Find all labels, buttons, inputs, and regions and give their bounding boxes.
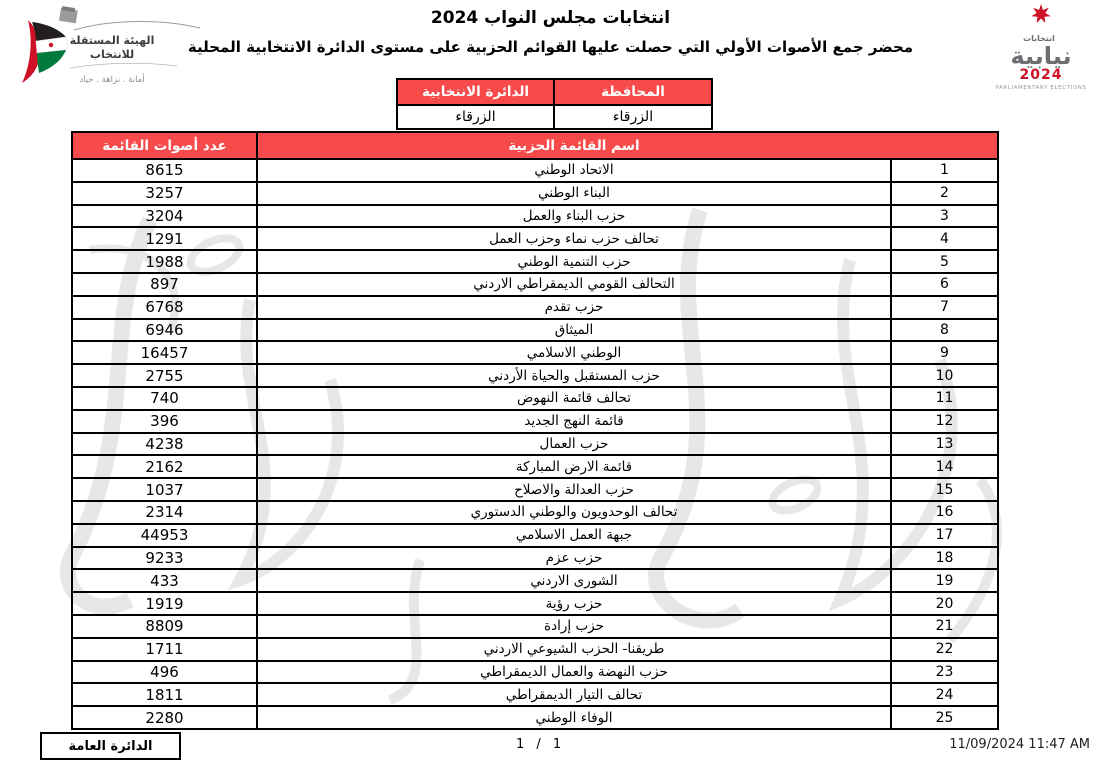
party-list-name: قائمة النهج الجديد [257,410,891,433]
vote-count: 2755 [72,364,257,387]
row-number: 3 [891,205,998,228]
party-list-name: حزب إرادة [257,615,891,638]
table-row [72,387,998,410]
table-row [72,478,998,501]
table-row [72,296,998,319]
table-row [72,638,998,661]
row-number: 19 [891,569,998,592]
ballot-box-icon [59,6,78,23]
party-list-name: حزب تقدم [257,296,891,319]
vote-count: 1291 [72,227,257,250]
table-row [72,319,998,342]
vote-count: 740 [72,387,257,410]
table-row [72,501,998,524]
results-tbody [72,159,998,729]
table-row [72,706,998,729]
logo-small-word: انتخابات [1023,34,1055,43]
vote-count: 6946 [72,319,257,342]
row-number: 8 [891,319,998,342]
elections-2024-logo [991,2,1091,94]
vote-count: 16457 [72,341,257,364]
table-row [72,569,998,592]
logo-caption: PARLIAMENTARY ELECTIONS [995,85,1087,91]
party-list-name: تحالف حزب نماء وحزب العمل [257,227,891,250]
governorate-header: المحافظة [554,79,712,105]
party-list-name: التحالف القومي الديمقراطي الاردني [257,273,891,296]
party-list-name: قائمة الارض المباركة [257,455,891,478]
vote-count: 3257 [72,182,257,205]
row-number: 2 [891,182,998,205]
vote-count: 8615 [72,159,257,182]
vote-count: 44953 [72,524,257,547]
table-row [72,182,998,205]
row-number: 10 [891,364,998,387]
party-list-name: حزب رؤية [257,592,891,615]
row-number: 13 [891,433,998,456]
table-row [72,547,998,570]
print-timestamp: 11/09/2024 11:47 AM [949,737,1090,752]
table-row [72,205,998,228]
vote-count: 1037 [72,478,257,501]
party-list-name: تحالف قائمة النهوض [257,387,891,410]
vote-count: 2314 [72,501,257,524]
iec-logo [12,6,202,90]
vote-count: 4238 [72,433,257,456]
vote-count: 433 [72,569,257,592]
row-number: 7 [891,296,998,319]
party-list-name: تحالف التيار الديمقراطي [257,683,891,706]
row-number: 20 [891,592,998,615]
table-row [72,524,998,547]
table-row [72,455,998,478]
row-number: 21 [891,615,998,638]
svg-text:للانتخاب: للانتخاب [89,48,135,61]
results-header-row [72,132,998,159]
table-row [72,341,998,364]
table-row [72,615,998,638]
party-list-name: الوفاء الوطني [257,706,891,729]
vote-count: 9233 [72,547,257,570]
logo-big-word: نيابية [1010,42,1072,70]
party-list-name: حزب العمال [257,433,891,456]
vote-count: 3204 [72,205,257,228]
vote-count: 396 [72,410,257,433]
row-number: 15 [891,478,998,501]
party-list-name: حزب العدالة والاصلاح [257,478,891,501]
vote-count: 2162 [72,455,257,478]
party-list-name: طريقنا- الحزب الشيوعي الاردني [257,638,891,661]
seven-point-star-icon [991,2,1091,26]
district-value: الزرقاء [397,105,554,129]
vote-count: 1711 [72,638,257,661]
svg-text:أمانة . نزاهة . حياد: أمانة . نزاهة . حياد [79,75,145,85]
row-number: 12 [891,410,998,433]
table-row [72,433,998,456]
table-row [72,683,998,706]
row-number: 22 [891,638,998,661]
votes-header: عدد أصوات القائمة [72,132,257,159]
row-number: 11 [891,387,998,410]
party-list-name: البناء الوطني [257,182,891,205]
vote-count: 1919 [72,592,257,615]
row-number: 6 [891,273,998,296]
party-list-name: الوطني الاسلامي [257,341,891,364]
table-row [72,410,998,433]
vote-count: 2280 [72,706,257,729]
party-list-name: تحالف الوحدويون والوطني الدستوري [257,501,891,524]
vote-count: 1988 [72,250,257,273]
party-list-name: حزب النهضة والعمال الديمقراطي [257,661,891,684]
party-list-name: حزب التنمية الوطني [257,250,891,273]
info-table [396,78,713,130]
row-number: 16 [891,501,998,524]
vote-count: 8809 [72,615,257,638]
row-number: 23 [891,661,998,684]
results-table [71,131,999,730]
table-row [72,250,998,273]
row-number: 4 [891,227,998,250]
row-number: 9 [891,341,998,364]
logo-year: 2024 [1019,67,1063,83]
row-number: 14 [891,455,998,478]
row-number: 1 [891,159,998,182]
jordan-flag-swoosh [22,20,68,83]
table-row [72,273,998,296]
row-number: 25 [891,706,998,729]
row-number: 17 [891,524,998,547]
page-title: انتخابات مجلس النواب 2024 [430,8,671,28]
party-list-name: حزب البناء والعمل [257,205,891,228]
vote-count: 6768 [72,296,257,319]
table-row [72,592,998,615]
party-list-name: الاتحاد الوطني [257,159,891,182]
row-number: 5 [891,250,998,273]
governorate-value: الزرقاء [554,105,712,129]
table-row [72,364,998,387]
row-number: 18 [891,547,998,570]
page-subtitle: محضر جمع الأصوات الأولي التي حصلت عليها القوائم الحزبية على مستوى الدائرة الانتخابية المحلية [187,38,914,56]
party-list-name: حزب عزم [257,547,891,570]
page-indicator: 1 / 1 [516,737,562,752]
row-number: 24 [891,683,998,706]
party-list-name: حزب المستقبل والحياة الأردني [257,364,891,387]
svg-text:الهيئة المستقلة: الهيئة المستقلة [69,34,155,47]
table-row [72,227,998,250]
general-district-label: الدائرة العامة [40,732,181,760]
vote-count: 897 [72,273,257,296]
district-header: الدائرة الانتخابية [397,79,554,105]
list-name-header: اسم القائمة الحزبية [257,132,998,159]
party-list-name: الشورى الاردني [257,569,891,592]
vote-count: 496 [72,661,257,684]
table-row [72,661,998,684]
party-list-name: الميثاق [257,319,891,342]
vote-count: 1811 [72,683,257,706]
table-row [72,159,998,182]
party-list-name: جبهة العمل الاسلامي [257,524,891,547]
